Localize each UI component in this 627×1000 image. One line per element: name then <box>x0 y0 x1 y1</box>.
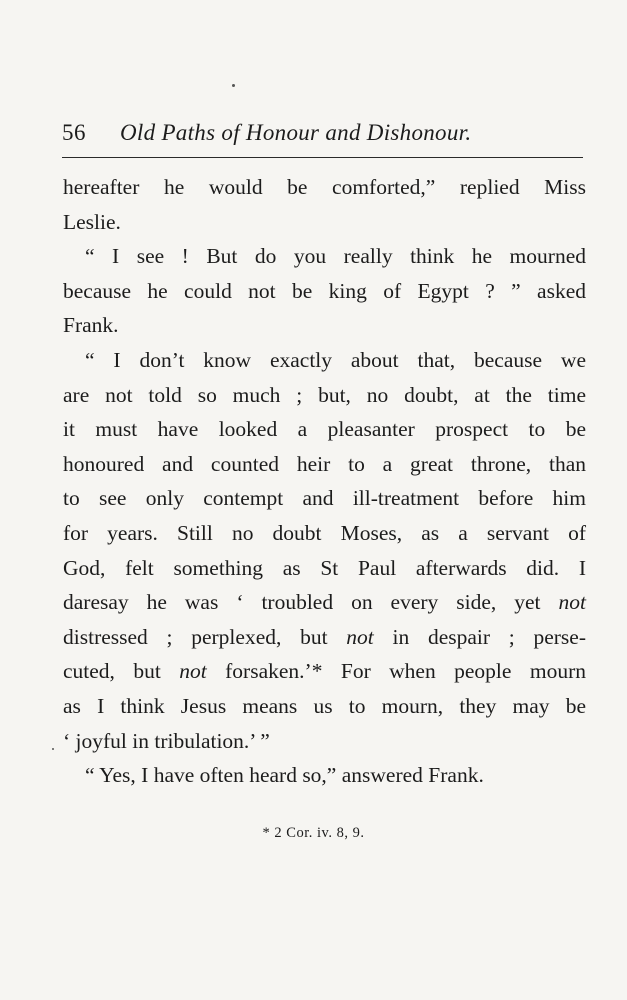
body-text <box>63 170 586 793</box>
text-line: are not told so much ; but, no doubt, at the time <box>63 382 586 407</box>
text-line: “ I don’t know exactly about that, because we <box>85 347 586 372</box>
emphasis-not: not <box>346 624 374 649</box>
paper-speck <box>52 748 54 750</box>
text-line: for years. Still no doubt Moses, as a servant of <box>63 520 586 545</box>
text-line: Leslie. <box>63 209 121 234</box>
running-title: Old Paths of Honour and Dishonour. <box>120 120 472 145</box>
text-line: because he could not be king of Egypt ? ” asked <box>63 278 586 303</box>
text-line: God, felt something as St Paul afterwards did. I <box>63 555 586 580</box>
text-line: “ Yes, I have often heard so,” answered Frank. <box>85 763 484 788</box>
text-line: “ I see ! But do you really think he mourned <box>85 244 586 269</box>
text-line: as I think Jesus means us to mourn, they may be <box>63 693 586 718</box>
text-line: cuted, but not forsaken.’* For when people mourn <box>63 659 586 684</box>
text-line: daresay he was ‘ troubled on every side, yet not <box>63 590 586 615</box>
page-header <box>62 120 582 156</box>
text-line: to see only contempt and ill-treatment before him <box>63 486 586 511</box>
text-line: it must have looked a pleasanter prospect to be <box>63 417 586 442</box>
text-line: distressed ; perplexed, but not in despair ; perse- <box>63 624 586 649</box>
emphasis-not: not <box>558 590 586 615</box>
emphasis-not: not <box>179 659 207 684</box>
text-line: honoured and counted heir to a great throne, than <box>63 451 586 476</box>
page-number: 56 <box>62 120 86 145</box>
header-rule <box>62 157 583 158</box>
footnote: * 2 Cor. iv. 8, 9. <box>262 825 365 841</box>
text-line: ‘ joyful in tribulation.’ ” <box>63 728 270 753</box>
text-line: Frank. <box>63 313 119 338</box>
paper-speck <box>232 84 235 87</box>
text-line: hereafter he would be comforted,” replied Miss <box>63 175 586 199</box>
